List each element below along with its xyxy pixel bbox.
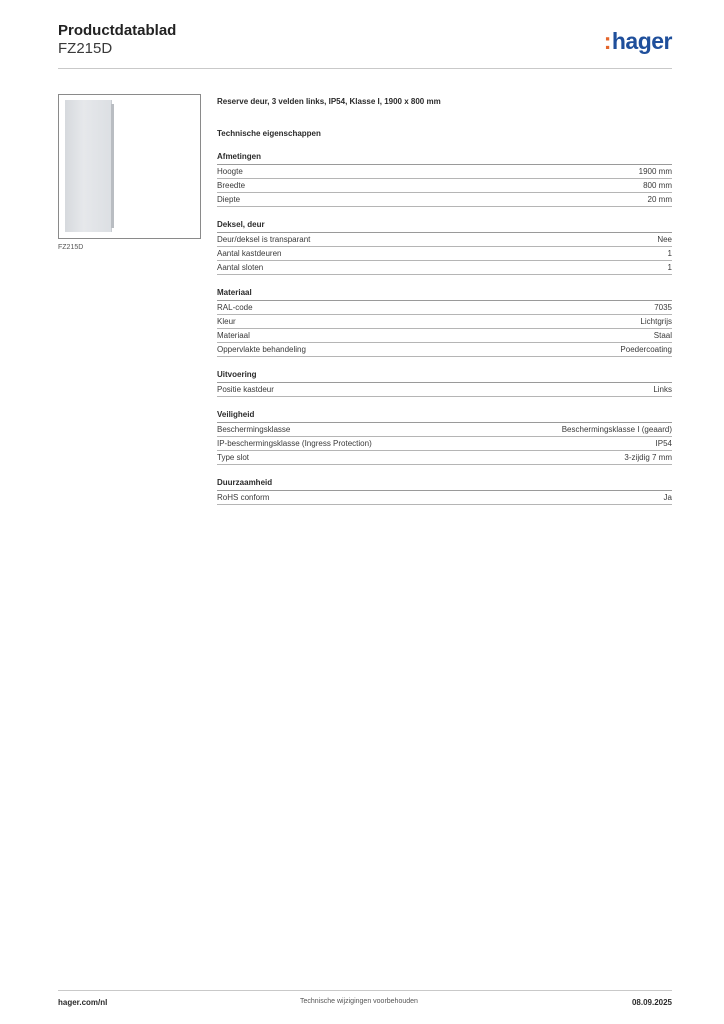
property-value: IP54 xyxy=(655,439,672,448)
door-edge-icon xyxy=(111,104,114,228)
property-label: Hoogte xyxy=(217,167,243,176)
property-sections xyxy=(217,151,672,505)
property-label: Materiaal xyxy=(217,331,250,340)
property-label: Oppervlakte behandeling xyxy=(217,345,306,354)
product-image xyxy=(58,94,201,239)
door-panel-icon xyxy=(65,100,112,232)
property-row xyxy=(217,261,672,275)
property-row xyxy=(217,329,672,343)
property-row xyxy=(217,233,672,247)
footer-date: 08.09.2025 xyxy=(631,998,672,1007)
section-title: Materiaal xyxy=(217,287,672,301)
header-divider xyxy=(58,68,672,69)
property-row xyxy=(217,491,672,505)
property-row xyxy=(217,247,672,261)
property-label: Type slot xyxy=(217,453,250,462)
section-title: Duurzaamheid xyxy=(217,477,672,491)
footer-divider xyxy=(58,990,672,991)
property-label: Diepte xyxy=(217,195,241,204)
tech-properties-heading: Technische eigenschappen xyxy=(217,129,321,138)
property-section xyxy=(217,151,672,207)
footer-notice: Technische wijzigingen voorbehouden xyxy=(300,998,418,1005)
property-label: IP-beschermingsklasse (Ingress Protection) xyxy=(217,439,372,448)
hager-logo xyxy=(604,28,672,55)
property-row xyxy=(217,383,672,397)
property-section xyxy=(217,287,672,357)
property-label: Breedte xyxy=(217,181,246,190)
property-label: RAL-code xyxy=(217,303,253,312)
page-header xyxy=(58,22,672,70)
property-value: Ja xyxy=(663,493,672,502)
logo-colon-icon: : xyxy=(603,28,611,54)
section-title: Uitvoering xyxy=(217,369,672,383)
logo-text: hager xyxy=(611,28,672,54)
property-row xyxy=(217,301,672,315)
product-content xyxy=(217,96,672,505)
product-code: FZ215D xyxy=(58,40,113,57)
property-value: 1900 mm xyxy=(638,167,672,176)
property-value: 3-zijdig 7 mm xyxy=(624,453,672,462)
property-section xyxy=(217,409,672,465)
property-value: Beschermingsklasse I (geaard) xyxy=(561,425,672,434)
product-description: Reserve deur, 3 velden links, IP54, Klasse I, 1900 x 800 mm xyxy=(217,97,441,106)
section-title: Veiligheid xyxy=(217,409,672,423)
footer-website: hager.com/nl xyxy=(58,998,108,1007)
property-label: Beschermingsklasse xyxy=(217,425,291,434)
property-row xyxy=(217,343,672,357)
property-label: RoHS conform xyxy=(217,493,270,502)
property-row xyxy=(217,179,672,193)
property-value: Links xyxy=(653,385,672,394)
section-title: Afmetingen xyxy=(217,151,672,165)
property-label: Aantal kastdeuren xyxy=(217,249,282,258)
property-label: Kleur xyxy=(217,317,236,326)
property-value: 1 xyxy=(667,263,672,272)
property-value: 1 xyxy=(667,249,672,258)
property-section xyxy=(217,219,672,275)
property-row xyxy=(217,423,672,437)
document-title: Productdatablad xyxy=(58,22,177,39)
property-value: Lichtgrijs xyxy=(640,317,672,326)
image-caption: FZ215D xyxy=(58,244,84,251)
property-value: Poedercoating xyxy=(620,345,672,354)
property-row xyxy=(217,193,672,207)
property-label: Positie kastdeur xyxy=(217,385,274,394)
property-value: 800 mm xyxy=(643,181,672,190)
property-label: Aantal sloten xyxy=(217,263,264,272)
property-row xyxy=(217,315,672,329)
property-section xyxy=(217,369,672,397)
property-value: 7035 xyxy=(654,303,672,312)
property-value: 20 mm xyxy=(647,195,672,204)
property-value: Nee xyxy=(657,235,672,244)
property-section xyxy=(217,477,672,505)
property-row xyxy=(217,437,672,451)
property-label: Deur/deksel is transparant xyxy=(217,235,311,244)
property-row xyxy=(217,451,672,465)
property-value: Staal xyxy=(653,331,672,340)
property-row xyxy=(217,165,672,179)
section-title: Deksel, deur xyxy=(217,219,672,233)
